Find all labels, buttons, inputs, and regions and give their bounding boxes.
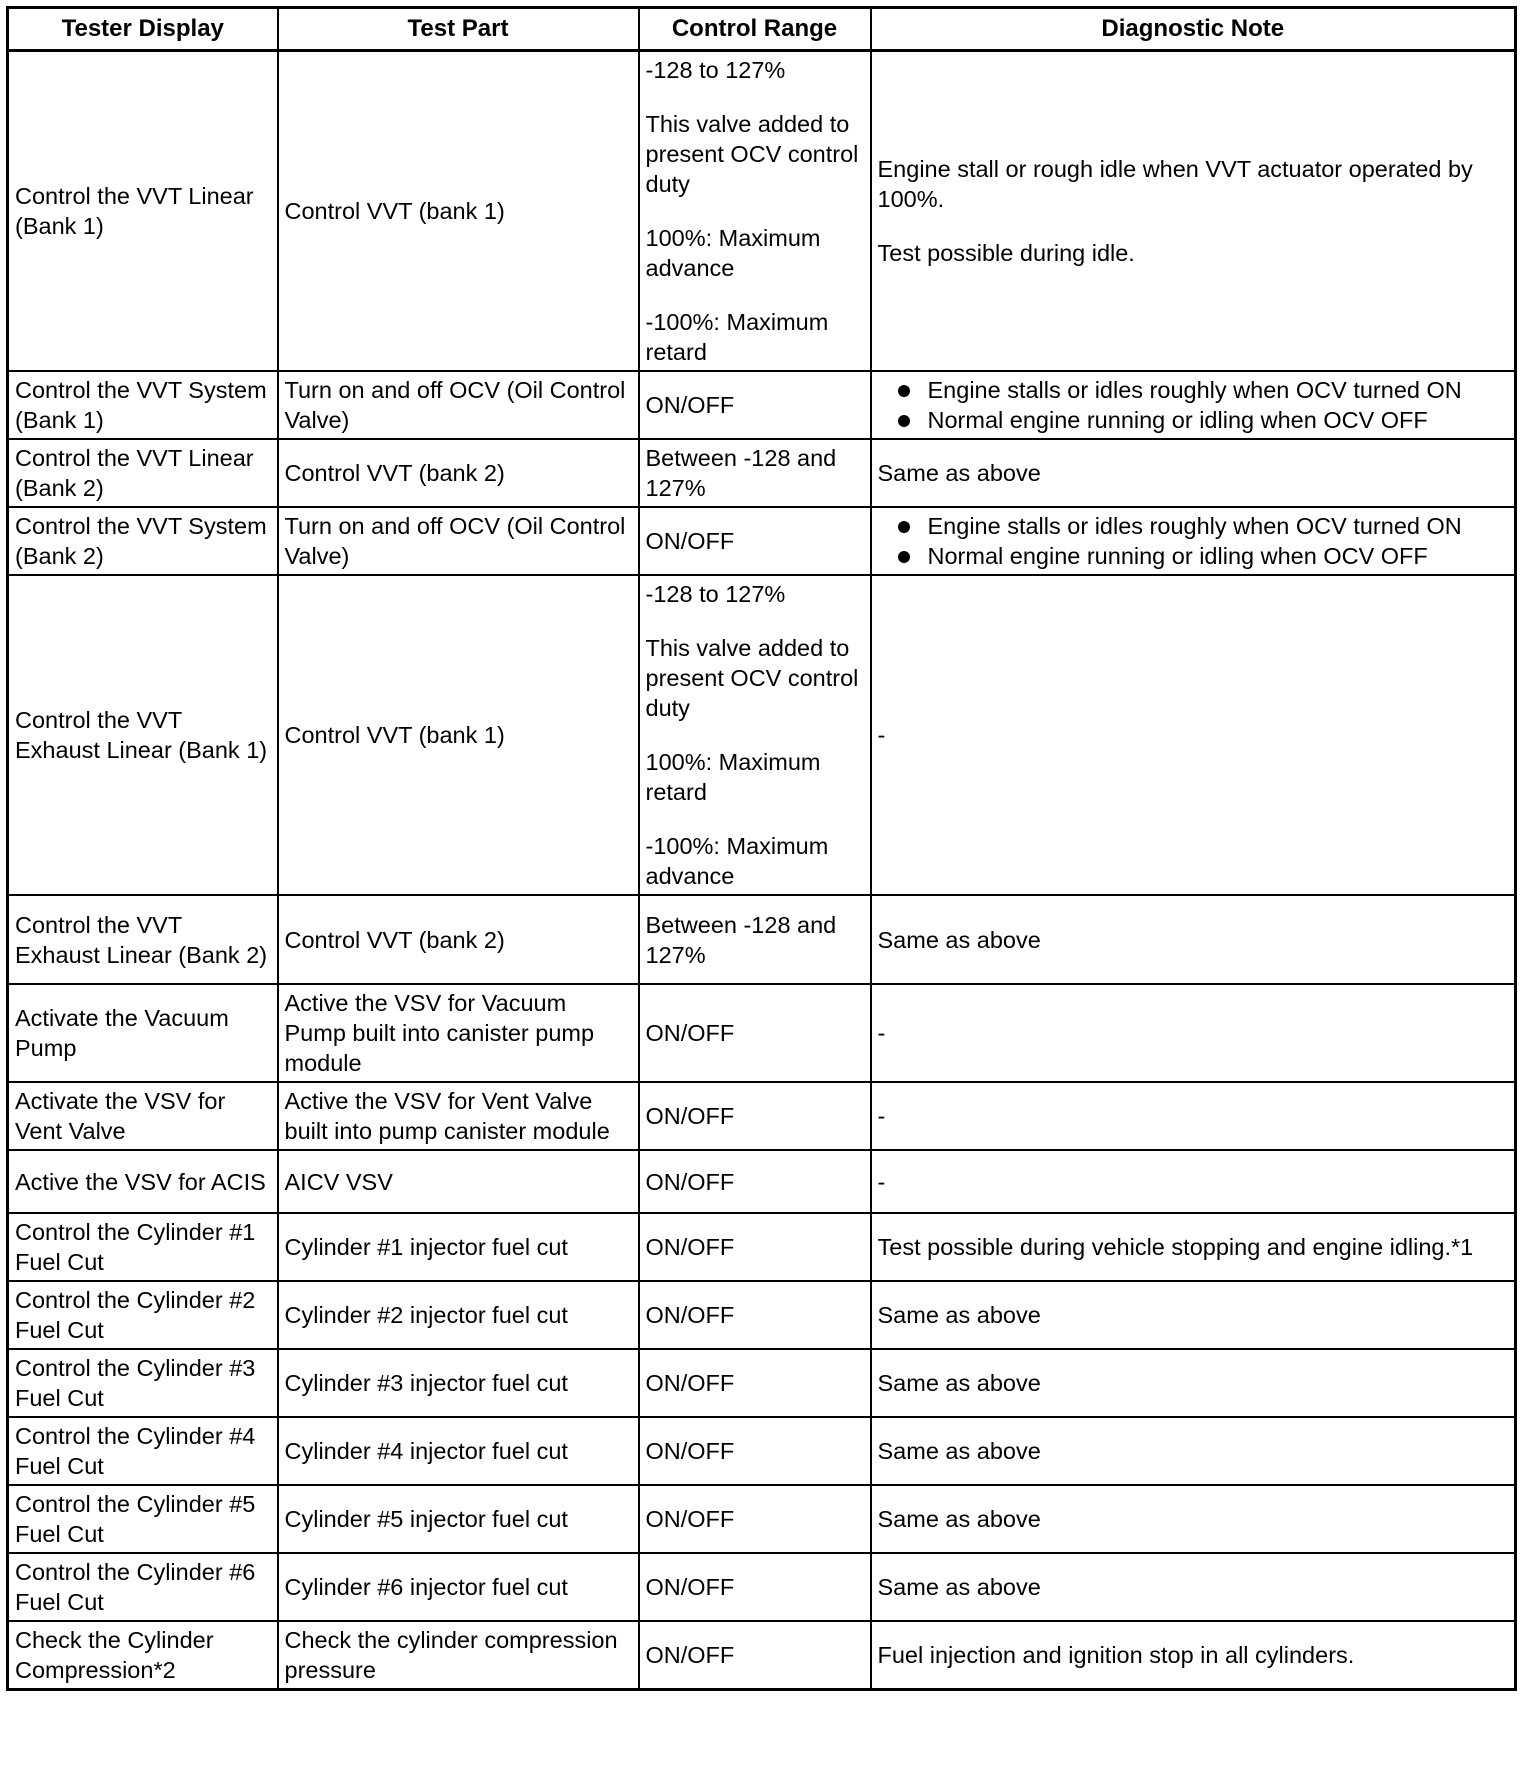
note-line: Fuel injection and ignition stop in all cylinders. (877, 1642, 1355, 1668)
cell-tester-display: Check the Cylinder Compression*2 (8, 1621, 278, 1690)
note-line: - (877, 1168, 886, 1195)
cell-test-part: Control VVT (bank 2) (278, 895, 639, 984)
table-body (8, 51, 1516, 1690)
cell-control-range (639, 1281, 871, 1349)
control-range-line: -100%: Maximum retard (645, 309, 829, 365)
note-bullet-item: Normal engine running or idling when OCV OFF (878, 405, 1509, 435)
control-range-line: ON/OFF (645, 1020, 735, 1046)
control-range-line: ON/OFF (645, 1642, 735, 1668)
cell-control-range (639, 371, 871, 439)
cell-test-part: Check the cylinder compression pressure (278, 1621, 639, 1690)
cell-diagnostic-note (871, 1213, 1516, 1281)
control-range-line: ON/OFF (645, 1506, 735, 1532)
cell-control-range (639, 507, 871, 575)
cell-diagnostic-note (871, 51, 1516, 372)
cell-test-part: AICV VSV (278, 1150, 639, 1213)
cell-test-part: Cylinder #3 injector fuel cut (278, 1349, 639, 1417)
cell-tester-display: Control the VVT System (Bank 1) (8, 371, 278, 439)
cell-test-part: Turn on and off OCV (Oil Control Valve) (278, 507, 639, 575)
cell-tester-display: Control the Cylinder #4 Fuel Cut (8, 1417, 278, 1485)
control-range-line: This valve added to present OCV control duty (645, 111, 859, 197)
cell-diagnostic-note (871, 439, 1516, 507)
control-range-line: -128 to 127% (645, 57, 786, 83)
cell-test-part: Turn on and off OCV (Oil Control Valve) (278, 371, 639, 439)
control-range-line: ON/OFF (645, 1168, 735, 1195)
cell-control-range (639, 575, 871, 895)
cell-test-part: Active the VSV for Vent Valve built into pump canister module (278, 1082, 639, 1150)
table-row (8, 1150, 1516, 1213)
header-control-range: Control Range (639, 8, 871, 51)
cell-tester-display: Control the Cylinder #6 Fuel Cut (8, 1553, 278, 1621)
table-row (8, 575, 1516, 895)
table-row (8, 895, 1516, 984)
control-range-line: Between -128 and 127% (645, 911, 837, 968)
document-page (6, 6, 1517, 1691)
cell-diagnostic-note (871, 1150, 1516, 1213)
table-row (8, 51, 1516, 372)
cell-control-range (639, 1213, 871, 1281)
cell-diagnostic-note (871, 1485, 1516, 1553)
control-range-line: ON/OFF (645, 1103, 735, 1129)
note-line: Same as above (877, 1574, 1041, 1600)
header-row (8, 8, 1516, 51)
cell-tester-display: Control the VVT Linear (Bank 2) (8, 439, 278, 507)
cell-diagnostic-note (871, 984, 1516, 1082)
cell-diagnostic-note (871, 1082, 1516, 1150)
note-line: - (877, 1020, 886, 1046)
cell-tester-display: Control the Cylinder #2 Fuel Cut (8, 1281, 278, 1349)
note-bullet-list (878, 511, 1509, 571)
table-row (8, 984, 1516, 1082)
table-row (8, 507, 1516, 575)
cell-test-part: Cylinder #1 injector fuel cut (278, 1213, 639, 1281)
control-range-line: ON/OFF (645, 1370, 735, 1396)
note-line: - (877, 722, 886, 748)
cell-test-part: Control VVT (bank 1) (278, 575, 639, 895)
cell-test-part: Control VVT (bank 1) (278, 51, 639, 372)
cell-tester-display: Control the Cylinder #1 Fuel Cut (8, 1213, 278, 1281)
cell-diagnostic-note (871, 1621, 1516, 1690)
control-range-line: Between -128 and 127% (645, 445, 837, 501)
control-range-line: 100%: Maximum advance (645, 225, 821, 281)
cell-tester-display: Control the VVT Linear (Bank 1) (8, 51, 278, 372)
control-range-line: ON/OFF (645, 392, 735, 418)
cell-diagnostic-note (871, 507, 1516, 575)
note-bullet-item: Normal engine running or idling when OCV OFF (878, 541, 1509, 571)
cell-diagnostic-note (871, 371, 1516, 439)
cell-control-range (639, 439, 871, 507)
note-bullet-item: Engine stalls or idles roughly when OCV turned ON (878, 511, 1509, 541)
cell-test-part: Cylinder #4 injector fuel cut (278, 1417, 639, 1485)
table-row (8, 1281, 1516, 1349)
cell-tester-display: Control the VVT Exhaust Linear (Bank 1) (8, 575, 278, 895)
cell-control-range (639, 895, 871, 984)
cell-tester-display: Activate the Vacuum Pump (8, 984, 278, 1082)
cell-tester-display: Control the Cylinder #3 Fuel Cut (8, 1349, 278, 1417)
cell-tester-display: Control the VVT System (Bank 2) (8, 507, 278, 575)
cell-test-part: Control VVT (bank 2) (278, 439, 639, 507)
control-range-line: This valve added to present OCV control duty (645, 635, 859, 721)
control-range-line: ON/OFF (645, 1234, 735, 1260)
cell-test-part: Active the VSV for Vacuum Pump built into canister pump module (278, 984, 639, 1082)
cell-tester-display: Control the VVT Exhaust Linear (Bank 2) (8, 895, 278, 984)
table-row (8, 439, 1516, 507)
cell-tester-display: Control the Cylinder #5 Fuel Cut (8, 1485, 278, 1553)
note-line: Same as above (877, 1438, 1041, 1464)
cell-control-range (639, 51, 871, 372)
cell-test-part: Cylinder #5 injector fuel cut (278, 1485, 639, 1553)
table-row (8, 1213, 1516, 1281)
cell-control-range (639, 1485, 871, 1553)
cell-test-part: Cylinder #6 injector fuel cut (278, 1553, 639, 1621)
note-line: Engine stall or rough idle when VVT actuator operated by 100%. (877, 156, 1473, 212)
note-line: Same as above (877, 1302, 1041, 1328)
note-line: Test possible during vehicle stopping and engine idling.*1 (877, 1234, 1474, 1260)
cell-diagnostic-note (871, 575, 1516, 895)
header-test-part: Test Part (278, 8, 639, 51)
table-row (8, 1417, 1516, 1485)
note-line: Same as above (877, 1370, 1041, 1396)
table-row (8, 1485, 1516, 1553)
cell-diagnostic-note (871, 1349, 1516, 1417)
note-line: Test possible during idle. (877, 240, 1135, 266)
cell-control-range (639, 1553, 871, 1621)
note-line: Same as above (877, 1506, 1041, 1532)
table-row (8, 1553, 1516, 1621)
cell-control-range (639, 984, 871, 1082)
cell-tester-display: Active the VSV for ACIS (8, 1150, 278, 1213)
cell-control-range (639, 1150, 871, 1213)
cell-control-range (639, 1082, 871, 1150)
control-range-line: ON/OFF (645, 528, 735, 554)
note-bullet-list (878, 375, 1509, 435)
cell-diagnostic-note (871, 1553, 1516, 1621)
cell-diagnostic-note (871, 895, 1516, 984)
table-row (8, 1349, 1516, 1417)
cell-tester-display: Activate the VSV for Vent Valve (8, 1082, 278, 1150)
control-range-line: ON/OFF (645, 1574, 735, 1600)
cell-control-range (639, 1349, 871, 1417)
note-line: Same as above (877, 460, 1041, 486)
note-line: - (877, 1103, 886, 1129)
header-diagnostic-note: Diagnostic Note (871, 8, 1516, 51)
control-range-line: ON/OFF (645, 1438, 735, 1464)
cell-diagnostic-note (871, 1417, 1516, 1485)
table-row (8, 1621, 1516, 1690)
active-test-table (6, 6, 1517, 1691)
cell-diagnostic-note (871, 1281, 1516, 1349)
control-range-line: ON/OFF (645, 1302, 735, 1328)
control-range-line: 100%: Maximum retard (645, 749, 821, 805)
header-tester-display: Tester Display (8, 8, 278, 51)
table-row (8, 371, 1516, 439)
table-row (8, 1082, 1516, 1150)
cell-test-part: Cylinder #2 injector fuel cut (278, 1281, 639, 1349)
note-bullet-item: Engine stalls or idles roughly when OCV turned ON (878, 375, 1509, 405)
control-range-line: -128 to 127% (645, 581, 786, 607)
note-line: Same as above (877, 926, 1041, 953)
cell-control-range (639, 1621, 871, 1690)
cell-control-range (639, 1417, 871, 1485)
control-range-line: -100%: Maximum advance (645, 833, 829, 889)
